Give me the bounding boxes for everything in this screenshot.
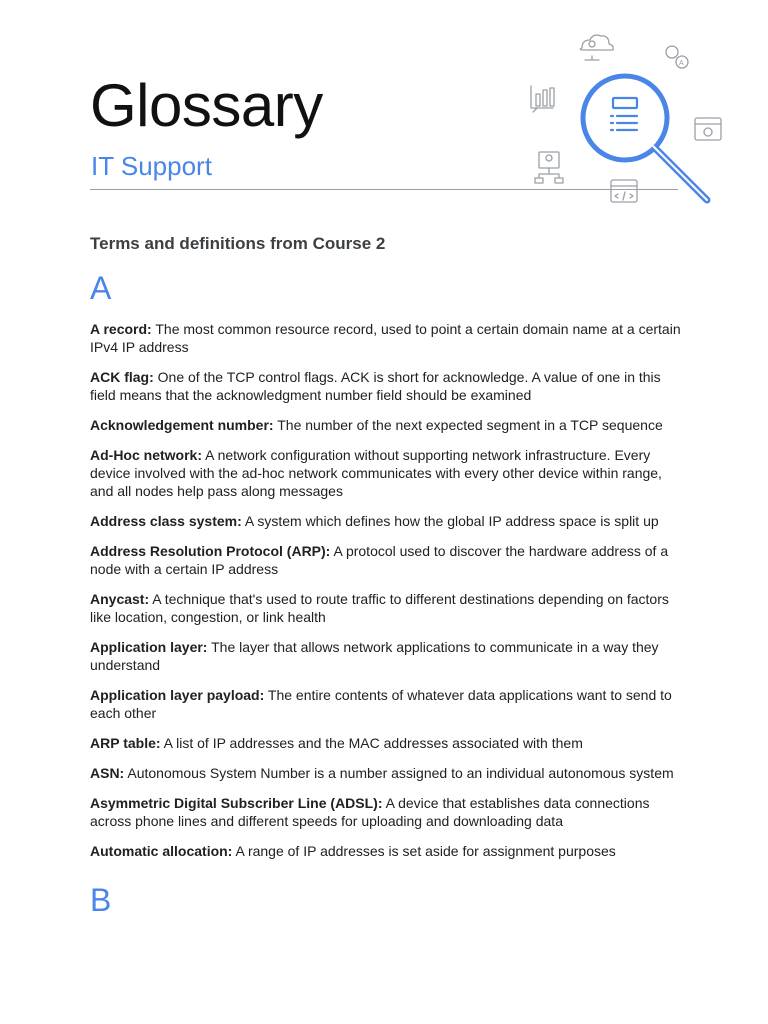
- glossary-entry: [90, 686, 685, 722]
- entry-definition: A network configuration without supporting network infrastructure. Every device involved with the ad-hoc network communicates with every other device within range, and all nodes help pass along messages: [90, 447, 662, 499]
- glossary-entry: [90, 842, 685, 860]
- entry-term: Ad-Hoc network:: [90, 447, 202, 463]
- entry-definition: Autonomous System Number is a number assigned to an individual autonomous system: [127, 765, 674, 781]
- entry-definition: The entire contents of whatever data applications want to send to each other: [90, 687, 672, 721]
- entry-definition: A list of IP addresses and the MAC addresses associated with them: [163, 735, 583, 751]
- svg-text:A: A: [679, 60, 684, 67]
- glossary-entry: [90, 590, 685, 626]
- entry-term: Application layer:: [90, 639, 208, 655]
- entry-term: A record:: [90, 321, 152, 337]
- magnifier-illustration-icon: [525, 28, 735, 212]
- entry-definition: A device that establishes data connections across phone lines and different speeds for uploading and downloading data: [90, 795, 650, 829]
- entry-definition: The number of the next expected segment in a TCP sequence: [277, 417, 663, 433]
- entry-term: ARP table:: [90, 735, 161, 751]
- entry-term: Asymmetric Digital Subscriber Line (ADSL):: [90, 795, 383, 811]
- entry-term: Automatic allocation:: [90, 843, 233, 859]
- entry-term: ASN:: [90, 765, 125, 781]
- entry-definition: A system which defines how the global IP address space is split up: [244, 513, 659, 529]
- glossary-entry: [90, 542, 685, 578]
- entry-term: ACK flag:: [90, 369, 154, 385]
- glossary-entry: [90, 368, 685, 404]
- page-subtitle: IT Support: [91, 151, 212, 181]
- entry-term: Address class system:: [90, 513, 242, 529]
- letter-heading-b: B: [90, 882, 112, 918]
- glossary-entry: [90, 794, 685, 830]
- entry-definition: A range of IP addresses is set aside for assignment purposes: [235, 843, 616, 859]
- entry-term: Anycast:: [90, 591, 150, 607]
- section-heading: Terms and definitions from Course 2: [90, 234, 386, 253]
- entry-term: Acknowledgement number:: [90, 417, 274, 433]
- entry-definition: One of the TCP control flags. ACK is short for acknowledge. A value of one in this field means that the acknowledgment number field should be examined: [90, 369, 661, 403]
- glossary-entry: [90, 638, 685, 674]
- entry-term: Address Resolution Protocol (ARP):: [90, 543, 331, 559]
- glossary-entry: [90, 734, 685, 752]
- glossary-entry: [90, 446, 685, 500]
- glossary-entry: [90, 416, 685, 434]
- entry-definition: A protocol used to discover the hardware address of a node with a certain IP address: [90, 543, 669, 577]
- entry-definition: The most common resource record, used to point a certain domain name at a certain IPv4 IP address: [90, 321, 681, 355]
- glossary-entry: [90, 512, 685, 530]
- glossary-entry: [90, 764, 685, 782]
- entry-term: Application layer payload:: [90, 687, 265, 703]
- entry-definition: The layer that allows network applications to communicate in a way they understand: [90, 639, 659, 673]
- glossary-list-a: [90, 320, 685, 872]
- page-title: Glossary: [90, 72, 323, 139]
- glossary-entry: [90, 320, 685, 356]
- letter-heading-a: A: [90, 270, 112, 306]
- entry-definition: A technique that's used to route traffic to different destinations depending on factors like location, congestion, or link health: [90, 591, 669, 625]
